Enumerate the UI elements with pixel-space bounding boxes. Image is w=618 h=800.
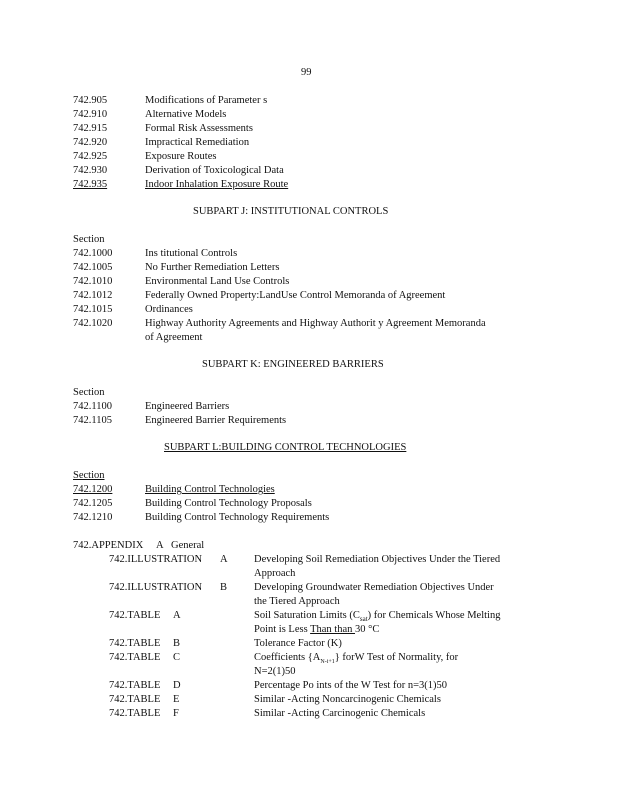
appendix-item-text: Percentage Po ints of the W Test for n=3(1)50 — [254, 680, 447, 691]
appendix-item-type: 742.TABLE — [109, 694, 161, 705]
section-number: 742.915 — [73, 123, 108, 134]
subpart-j-heading: SUBPART J: INSTITUTIONAL CONTROLS — [193, 206, 389, 217]
appendix-item-text: Coefficients $\{A_{N-i+1}\}$ forW Test of Normality, for — [254, 652, 459, 666]
section-label: Section — [73, 470, 105, 481]
section-title: Environmental Land Use Controls — [145, 276, 290, 287]
section-title-continued: of Agreement — [145, 332, 203, 343]
appendix-item-id: D — [173, 680, 181, 691]
appendix-item-id: A — [220, 554, 228, 565]
appendix-item-id: A — [173, 610, 181, 621]
section-number: 742.930 — [73, 165, 108, 176]
section-title: Modifications of Parameter s — [145, 95, 268, 106]
appendix-item-id: B — [173, 638, 181, 649]
appendix-letter: A — [156, 540, 164, 551]
appendix-item-type: 742.TABLE — [109, 708, 161, 719]
section-number: 742.1100 — [73, 401, 112, 412]
appendix-item-text: Similar -Acting Carcinogenic Chemicals — [254, 708, 426, 719]
appendix-item-id: E — [173, 694, 180, 705]
appendix-item-type: 742.ILLUSTRATION — [109, 582, 203, 593]
section-label: Section — [73, 387, 105, 398]
section-number: 742.1105 — [73, 415, 112, 426]
appendix-item-text-continued: the Tiered Approach — [254, 596, 340, 607]
section-title: Building Control Technologies — [145, 484, 275, 495]
section-title: Exposure Routes — [145, 151, 217, 162]
section-title: Building Control Technology Requirements — [145, 512, 330, 523]
section-number: 742.935 — [73, 179, 108, 190]
appendix-item-type: 742.TABLE — [109, 680, 161, 691]
appendix-title: General — [171, 540, 205, 551]
section-title: Formal Risk Assessments — [145, 123, 253, 134]
appendix-item-text-continued: Approach — [254, 568, 296, 579]
section-number: 742.1210 — [73, 512, 113, 523]
section-label: Section — [73, 234, 105, 245]
appendix-item-type: 742.TABLE — [109, 610, 161, 621]
appendix-label: 742.APPENDIX — [73, 540, 144, 551]
section-number: 742.920 — [73, 137, 108, 148]
section-title: Ins titutional Controls — [145, 248, 238, 259]
section-title: Impractical Remediation — [145, 137, 250, 148]
section-number: 742.1200 — [73, 484, 113, 495]
section-number: 742.1020 — [73, 318, 113, 329]
section-number: 742.1000 — [73, 248, 113, 259]
section-title: No Further Remediation Letters — [145, 262, 280, 273]
appendix-item-type: 742.TABLE — [109, 638, 161, 649]
section-title: Federally Owned Property:LandUse Control Memoranda of Agreement — [145, 290, 446, 301]
page-number: 99 — [301, 67, 312, 78]
section-title: Indoor Inhalation Exposure Route — [145, 179, 289, 190]
appendix-item-text: Developing Soil Remediation Objectives Under the Tiered — [254, 554, 501, 565]
section-number: 742.1012 — [73, 290, 113, 301]
appendix-item-id: F — [173, 708, 179, 719]
subpart-k-heading: SUBPART K: ENGINEERED BARRIERS — [202, 359, 384, 370]
appendix-item-type: 742.ILLUSTRATION — [109, 554, 203, 565]
section-title: Alternative Models — [145, 109, 227, 120]
section-title: Engineered Barrier Requirements — [145, 415, 287, 426]
section-number: 742.1005 — [73, 262, 113, 273]
section-title: Highway Authority Agreements and Highway Authorit y Agreement Memoranda — [145, 318, 486, 329]
appendix-item-text: Soil Saturation Limits $(C_{sat})$ for Chemicals Whose Melting — [254, 610, 501, 624]
section-number: 742.1015 — [73, 304, 113, 315]
section-number: 742.1010 — [73, 276, 113, 287]
appendix-item-id: C — [173, 652, 181, 663]
appendix-item-text: Similar -Acting Noncarcinogenic Chemicals — [254, 694, 441, 705]
section-number: 742.910 — [73, 109, 108, 120]
section-title: Engineered Barriers — [145, 401, 230, 412]
appendix-item-id: B — [220, 582, 228, 593]
section-title: Building Control Technology Proposals — [145, 498, 312, 509]
section-title: Ordinances — [145, 304, 193, 315]
appendix-item-type: 742.TABLE — [109, 652, 161, 663]
section-title: Derivation of Toxicological Data — [145, 165, 284, 176]
appendix-item-text: Developing Groundwater Remediation Objectives Under — [254, 582, 494, 593]
section-number: 742.1205 — [73, 498, 113, 509]
section-number: 742.905 — [73, 95, 108, 106]
appendix-item-text: Tolerance Factor (K) — [254, 638, 342, 649]
appendix-item-text-continued: N=2(1)50 — [254, 666, 296, 677]
section-number: 742.925 — [73, 151, 108, 162]
appendix-item-text-continued: Point is Less Than than 30 °C — [254, 624, 380, 635]
subpart-l-heading: SUBPART L:BUILDING CONTROL TECHNOLOGIES — [164, 442, 407, 453]
